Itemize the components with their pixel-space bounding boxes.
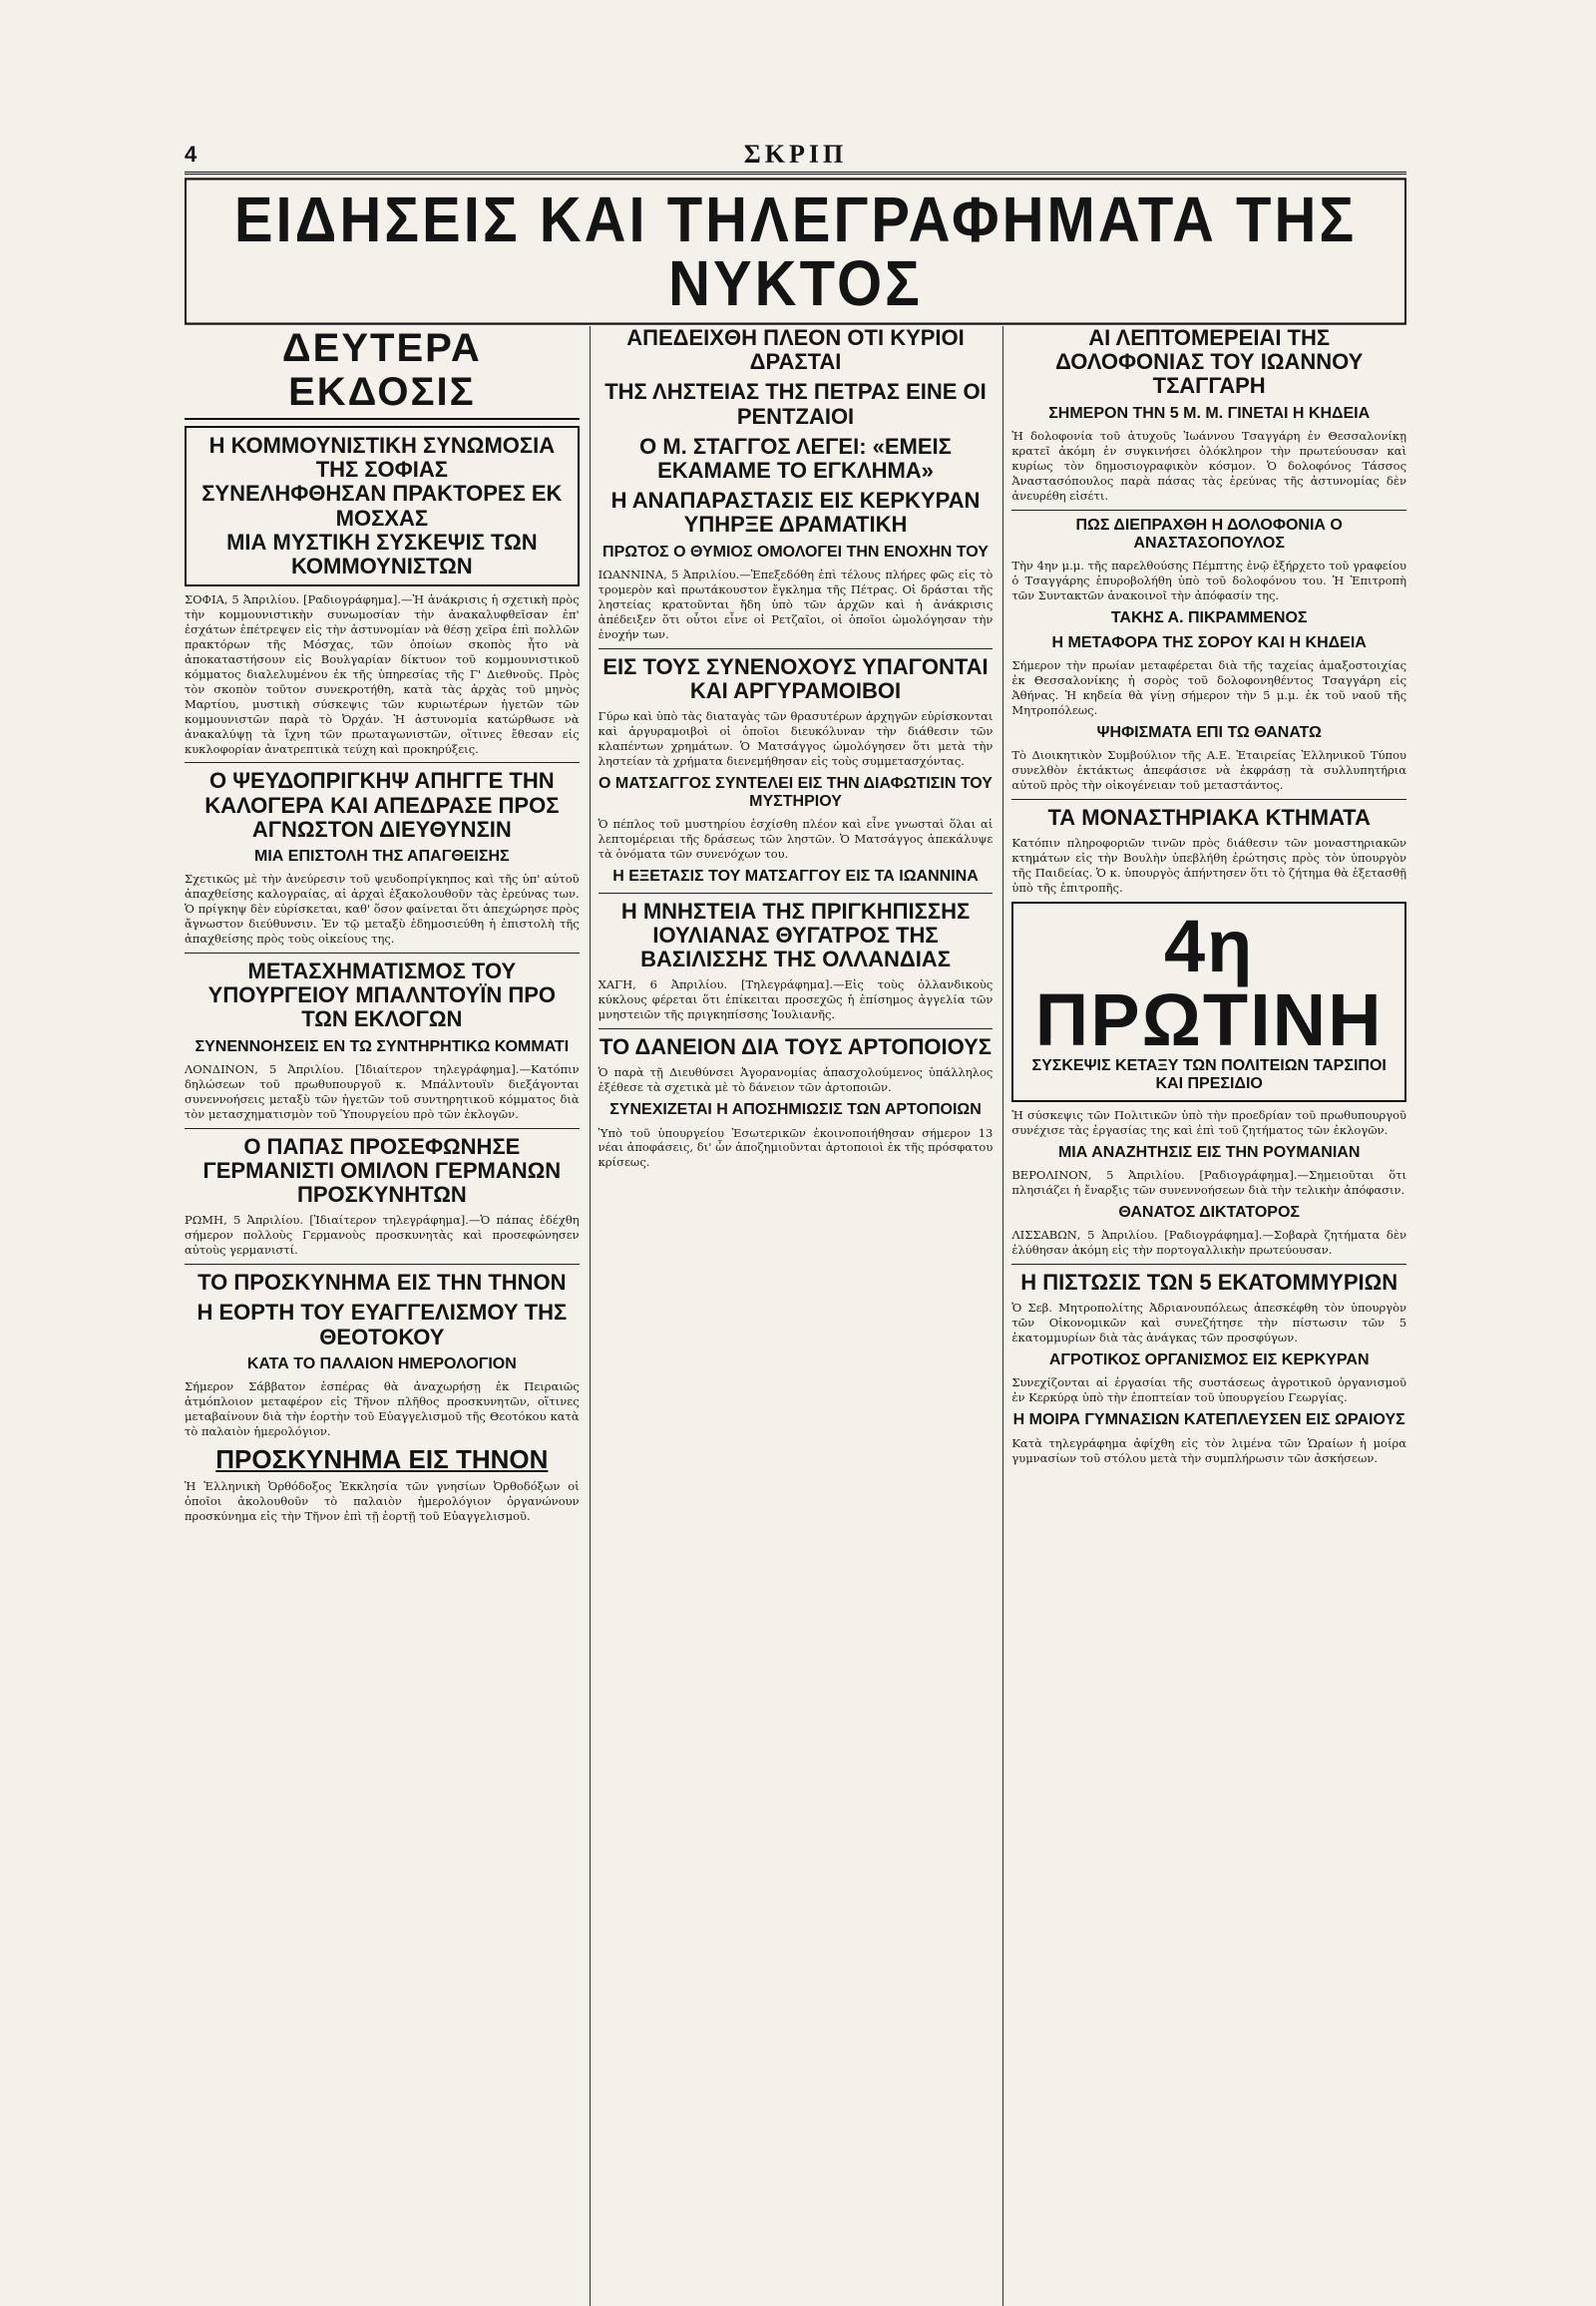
headline: Ο Μ. ΣΤΑΓΓΟΣ ΛΕΓΕΙ: «ΕΜΕΙΣ ΕΚΑΜΑΜΕ ΤΟ ΕΓΚΛΗΜΑ» bbox=[639, 433, 952, 483]
article-body: ΣΟΦΙΑ, 5 Ἀπριλίου. [Ραδιογράφημα].—Ἡ ἀνάκρισις ἡ σχετικὴ πρὸς τὴν κομμουνιστικὴν συνωμοσίαν τὴν ἀνακαλυφθεῖσαν ἐπ' ἐσχάτων ἐπέτρεψεν εἰς τὴν ἀστυνομίαν νὰ θέσῃ χεῖρα ἐπὶ πολλῶν πρακτόρων τῆς Μόσχας, τῶν ὁποίων σκοπὸς ἦτο νὰ ἀποκαταστήσουν εἰς Βουλγαρίαν δίκτυον τοῦ κομμουνιστικοῦ κόμματος διαλελυμένου ἐκ τῆς ὑπηρεσίας τῆς Γ' Διεθνοῦς. Πρὸς τὸν σκοπὸν τοῦτον συνεκροτήθη, κατὰ τὰς ἀρχὰς τοῦ μηνὸς Μαρτίου, μυστικὴ σύσκεψις τῶν κυριωτέρων ἡγετῶν τῶν κομμουνιστῶν παρὰ τὸ Ὀρχάν. Ἡ ἀστυνομία κατώρθωσε νὰ ἀνακαλύψῃ τὰ ἴχνη τῶν πρωταγωνιστῶν, οἵτινες ἔθεσαν εἰς κυκλοφορίαν ἀνατρεπτικὰ τεύχη καὶ προκηρύξεις. bbox=[185, 592, 580, 756]
late-edition-title: 4η ΠΡΩΤΙΝΗ bbox=[1034, 904, 1384, 1061]
divider bbox=[598, 1028, 994, 1029]
headline: Ο ΠΑΠΑΣ ΠΡΟΣΕΦΩΝΗΣΕ ΓΕΡΜΑΝΙΣΤΙ ΟΜΙΛΟΝ ΓΕΡΜΑΝΩΝ ΠΡΟΣΚΥΝΗΤΩΝ bbox=[202, 1133, 562, 1208]
article-body: Γύρω καὶ ὑπὸ τὰς διαταγὰς τῶν θρασυτέρων ἀρχηγῶν εὑρίσκονται καὶ ἀργυραμοιβοὶ οἱ ὁποῖοι διευκόλυναν τὴν διάθεσιν τῶν κλαπέντων χρημάτων. Ὁ Ματσάγγος ὡμολόγησεν ὅτι μετὰ τὴν ληστείαν τὰ χρήματα διενεμήθησαν εἰς τοὺς συμμετασχόντας. bbox=[598, 708, 994, 768]
subheadline: ΣΥΝΕΝΝΟΗΣΕΙΣ ΕΝ ΤΩ ΣΥΝΤΗΡΗΤΙΚΩ ΚΟΜΜΑΤΙ bbox=[195, 1037, 570, 1055]
article-body: ΧΑΓΗ, 6 Ἀπριλίου. [Τηλεγράφημα].—Εἰς τοὺς ὁλλανδικοὺς κύκλους φέρεται ὅτι ἐπίκειται προσεχῶς ἡ ἐπίσημος ἀγγελία τῶν μνηστειῶν τῆς πριγκηπίσσης Ἰουλιανῆς. bbox=[598, 977, 994, 1022]
headline: ΕΙΣ ΤΟΥΣ ΣΥΝΕΝΟΧΟΥΣ ΥΠΑΓΟΝΤΑΙ ΚΑΙ ΑΡΓΥΡΑΜΟΙΒΟΙ bbox=[602, 653, 989, 703]
divider bbox=[185, 762, 580, 763]
divider bbox=[1011, 799, 1406, 800]
masthead bbox=[185, 140, 1406, 175]
headline: ΤΟ ΠΡΟΣΚΥΝΗΜΑ ΕΙΣ ΤΗΝ ΤΗΝΟΝ bbox=[198, 1270, 567, 1296]
article-body: Κατόπιν πληροφοριῶν τινῶν πρὸς διάθεσιν τῶν μοναστηριακῶν κτημάτων εἰς τὴν Βουλὴν ὑπεβλήθη ἐρώτησις πρὸς τὸν ὑπουργὸν τῆς Παιδείας. Ὁ κ. ὑπουργὸς ἀπήντησεν ὅτι τὸ ζήτημα θὰ ἐξετασθῇ ὑπὸ τῆς ἐπιτροπῆς. bbox=[1011, 836, 1406, 895]
subheadline: Η ΕΞΕΤΑΣΙΣ ΤΟΥ ΜΑΤΣΑΓΓΟΥ ΕΙΣ ΤΑ ΙΩΑΝΝΙΝΑ bbox=[612, 868, 979, 886]
headline: ΤΑ ΜΟΝΑΣΤΗΡΙΑΚΑ ΚΤΗΜΑΤΑ bbox=[1047, 804, 1371, 830]
subheadline: ΣΥΣΚΕΨΙΣ ΚΕΤΑΞΥ ΤΩΝ ΠΟΛΙΤΕΙΩΝ ΤΑΡΣΙΠΟΙ ΚΑΙ ΠΡΕΣΙΔΙΟ bbox=[1031, 1056, 1387, 1093]
headline: Ο ΨΕΥΔΟΠΡΙΓΚΗΨ ΑΠΗΓΓΕ ΤΗΝ ΚΑΛΟΓΕΡΑ ΚΑΙ ΑΠΕΔΡΑΣΕ ΠΡΟΣ ΑΓΝΩΣΤΟΝ ΔΙΕΥΘΥΝΣΙΝ bbox=[204, 768, 560, 842]
late-edition-box bbox=[1011, 902, 1406, 1102]
headline: Η ΑΝΑΠΑΡΑΣΤΑΣΙΣ ΕΙΣ ΚΕΡΚΥΡΑΝ ΥΠΗΡΞΕ ΔΡΑΜΑΤΙΚΗ bbox=[610, 488, 981, 538]
subheadline: ΣΥΝΕΧΙΖΕΤΑΙ Η ΑΠΟΣΗΜΙΩΣΙΣ ΤΩΝ ΑΡΤΟΠΟΙΩΝ bbox=[609, 1101, 982, 1119]
subheadline: ΠΩΣ ΔΙΕΠΡΑΧΘΗ Η ΔΟΛΟΦΟΝΙΑ Ο ΑΝΑΣΤΑΣΟΠΟΥΛΟΣ bbox=[1075, 516, 1343, 553]
subheadline: ΑΓΡΟΤΙΚΟΣ ΟΡΓΑΝΙΣΜΟΣ ΕΙΣ ΚΕΡΚΥΡΑΝ bbox=[1048, 1351, 1370, 1369]
headline: ΣΥΝΕΛΗΦΘΗΣΑΝ ΠΡΑΚΤΟΡΕΣ ΕΚ ΜΟΣΧΑΣ bbox=[201, 481, 563, 531]
subheadline: ΚΑΤΑ ΤΟ ΠΑΛΑΙΟΝ ΗΜΕΡΟΛΟΓΙΟΝ bbox=[246, 1354, 517, 1372]
article-body: Σήμερον Σάββατον ἐσπέρας θὰ ἀναχωρήσῃ ἐκ Πειραιῶς ἀτμόπλοιον μεταφέρον εἰς Τῆνον πλῆθος προσκυνητῶν, οἵτινες μεταβαίνουν διὰ τὴν ἑορτὴν τοῦ Εὐαγγελισμοῦ τῆς Θεοτόκου κατὰ τὸ παλαιὸν ἡμερολόγιον. bbox=[185, 1379, 580, 1438]
divider bbox=[1011, 1264, 1406, 1265]
headline: Η ΕΟΡΤΗ ΤΟΥ ΕΥΑΓΓΕΛΙΣΜΟΥ ΤΗΣ ΘΕΟΤΟΚΟΥ bbox=[197, 1300, 568, 1349]
subheadline: Η ΜΟΙΡΑ ΓΥΜΝΑΣΙΩΝ ΚΑΤΕΠΛΕΥΣΕΝ ΕΙΣ ΩΡΑΙΟΥΣ bbox=[1012, 1411, 1405, 1429]
headline: ΑΠΕΔΕΙΧΘΗ ΠΛΕΟΝ ΟΤΙ ΚΥΡΙΟΙ ΔΡΑΣΤΑΙ bbox=[626, 326, 965, 375]
subheadline: ΨΗΦΙΣΜΑΤΑ ΕΠΙ ΤΩ ΘΑΝΑΤΩ bbox=[1096, 723, 1322, 741]
article-body: Ἡ δολοφονία τοῦ ἀτυχοῦς Ἰωάννου Τσαγγάρη ἐν Θεσσαλονίκῃ κρατεῖ ἀκόμη ἐν συγκινήσει ὁλόκληρον τὴν πρωτεύουσαν καὶ κυρίως τὸν δημοσιογραφικὸν κόσμον. Ὁ δολοφόνος Τάσσος Ἀναστασόπουλος παρὰ πάσας τὰς ἐρεύνας τῆς ἀστυνομίας δὲν ἀνευρέθη εἰσέτι. bbox=[1011, 428, 1406, 503]
headline: ΜΙΑ ΜΥΣΤΙΚΗ ΣΥΣΚΕΨΙΣ ΤΩΝ ΚΟΜΜΟΥΝΙΣΤΩΝ bbox=[226, 529, 538, 578]
paper-title: ΣΚΡΙΠ bbox=[743, 140, 848, 169]
article-body: Συνεχίζονται αἱ ἐργασίαι τῆς συστάσεως ἀγροτικοῦ ὀργανισμοῦ ἐν Κερκύρᾳ ὑπὸ τὴν ἐποπτείαν τοῦ ὑπουργείου Γεωργίας. bbox=[1011, 1375, 1406, 1405]
page-number: 4 bbox=[185, 142, 198, 167]
article-body: ΡΩΜΗ, 5 Ἀπριλίου. [Ἰδιαίτερον τηλεγράφημα].—Ὁ πάπας ἐδέχθη σήμερον πολλοὺς Γερμανοὺς προσκυνητὰς καὶ προσεφώνησεν αὐτοὺς γερμανιστί. bbox=[185, 1213, 580, 1258]
section-banner: ΕΙΔΗΣΕΙΣ ΚΑΙ ΤΗΛΕΓΡΑΦΗΜΑΤΑ ΤΗΣ ΝΥΚΤΟΣ bbox=[185, 178, 1406, 324]
subheadline: Η ΜΕΤΑΦΟΡΑ ΤΗΣ ΣΟΡΟΥ ΚΑΙ Η ΚΗΔΕΙΑ bbox=[1051, 633, 1367, 651]
edition-heading: ΔΕΥΤΕΡΑ ΕΚΔΟΣΙΣ bbox=[185, 326, 580, 420]
divider bbox=[185, 1264, 580, 1265]
article-body: ΛΟΝΔΙΝΟΝ, 5 Ἀπριλίου. [Ἰδιαίτερον τηλεγράφημα].—Κατόπιν δηλώσεων τοῦ πρωθυπουργοῦ κ. Μπάλντουϊν διεξάγονται συνεννοήσεις μεταξὺ τῶν ἡγετῶν τοῦ συντηρητικοῦ κόμματος διὰ τὸν μετασχηματισμὸν τοῦ Ὑπουργείου πρὸ τῶν ἐκλογῶν. bbox=[185, 1062, 580, 1121]
column-center bbox=[590, 326, 994, 2306]
subheadline: ΘΑΝΑΤΟΣ ΔΙΚΤΑΤΟΡΟΣ bbox=[1118, 1203, 1301, 1221]
column-right bbox=[1002, 326, 1406, 2306]
article-body: ΛΙΣΣΑΒΩΝ, 5 Ἀπριλίου. [Ραδιογράφημα].—Σοβαρὰ ζητήματα δὲν ἐλύθησαν ἀκόμη εἰς τὴν πορτογαλλικὴν πρωτεύουσαν. bbox=[1011, 1228, 1406, 1258]
subheadline: ΣΗΜΕΡΟΝ ΤΗΝ 5 Μ. Μ. ΓΙΝΕΤΑΙ Η ΚΗΔΕΙΑ bbox=[1048, 404, 1371, 422]
headline: ΠΡΟΣΚΥΝΗΜΑ ΕΙΣ ΤΗΝΟΝ bbox=[215, 1443, 549, 1474]
article-body: Ὁ Σεβ. Μητροπολίτης Ἀδριανουπόλεως ἀπεσκέφθη τὸν ὑπουργὸν τῶν Οἰκονομικῶν καὶ συνεζήτησε τὴν πίστωσιν τῶν 5 ἑκατομμυρίων διὰ τὰς ἀνάγκας τῶν προσφύγων. bbox=[1011, 1301, 1406, 1345]
article-body: ΙΩΑΝΝΙΝΑ, 5 Ἀπριλίου.—Ἐπεξεδόθη ἐπὶ τέλους πλήρες φῶς εἰς τὸ τρομερὸν καὶ πρωτάκουστον ἔγκλημα τῆς Πέτρας. Οἱ δράσται τῆς ληστείας κρατοῦνται ἤδη ὑπὸ τῶν ἀρχῶν καὶ ἡ ἀνάκρισις ἀπέδειξεν ὅτι οὗτοι εἶνε οἱ Ρετζαῖοι, οἱ ὁποῖοι ὡμολόγησαν τὴν ἐνοχήν των. bbox=[598, 567, 994, 641]
article-body: Σχετικῶς μὲ τὴν ἀνεύρεσιν τοῦ ψευδοπρίγκηπος καὶ τῆς ὑπ' αὐτοῦ ἀπαχθείσης καλογραίας, αἱ ἀρχαὶ ἐξακολουθοῦν τὰς ἐρεύνας των. Ὁ πρίγκηψ δὲν εὑρίσκεται, καθ' ὅσον φαίνεται ὅτι ἀπεχώρησε πρὸς ἄγνωστον διεύθυνσιν. Ἐν τῷ μεταξὺ ἐδημοσιεύθη ἡ ἐπιστολὴ τῆς ἀπαχθείσης πρὸς τοὺς οἰκείους της. bbox=[185, 872, 580, 947]
article-body: Ὁ πέπλος τοῦ μυστηρίου ἐσχίσθη πλέον καὶ εἶνε γνωσταὶ ὅλαι αἱ λεπτομέρειαι τῆς δράσεως τῶν ληστῶν. Ὁ Ματσάγγος ἀπεκάλυψε τὰ ὀνόματα τῶν συνενόχων του. bbox=[598, 817, 994, 862]
headline: ΑΙ ΛΕΠΤΟΜΕΡΕΙΑΙ ΤΗΣ ΔΟΛΟΦΟΝΙΑΣ ΤΟΥ ΙΩΑΝΝΟΥ ΤΣΑΓΓΑΡΗ bbox=[1055, 326, 1364, 399]
headline: ΜΕΤΑΣΧΗΜΑΤΙΣΜΟΣ ΤΟΥ ΥΠΟΥΡΓΕΙΟΥ ΜΠΑΛΝΤΟΥΪΝ ΠΡΟ ΤΩΝ ΕΚΛΟΓΩΝ bbox=[207, 959, 557, 1032]
article-body: Ἡ σύσκεψις τῶν Πολιτικῶν ὑπὸ τὴν προεδρίαν τοῦ πρωθυπουργοῦ συνέχισε τὰς ἐργασίας της καὶ ἐπὶ τοῦ ζητήματος τῶν ἐκλογῶν. bbox=[1011, 1107, 1406, 1137]
headline: Η ΜΝΗΣΤΕΙΑ ΤΗΣ ΠΡΙΓΚΗΠΙΣΣΗΣ ΙΟΥΛΙΑΝΑΣ ΘΥΓΑΤΡΟΣ ΤΗΣ ΒΑΣΙΛΙΣΣΗΣ ΤΗΣ ΟΛΛΑΝΔΙΑΣ bbox=[620, 898, 971, 972]
article-body: Ἡ Ἑλληνικὴ Ὀρθόδοξος Ἐκκλησία τῶν γνησίων Ὀρθοδόξων οἱ ὁποῖοι ἀκολουθοῦν τὸ παλαιὸν ἡμερολόγιον ὀργανώνουν προσκύνημα εἰς τὴν Τῆνον ἐπὶ τῇ ἑορτῇ τοῦ Εὐαγγελισμοῦ. bbox=[185, 1479, 580, 1524]
subheadline: ΜΙΑ ΕΠΙΣΤΟΛΗ ΤΗΣ ΑΠΑΓΘΕΙΣΗΣ bbox=[254, 848, 510, 865]
headline: ΤΟ ΔΑΝΕΙΟΝ ΔΙΑ ΤΟΥΣ ΑΡΤΟΠΟΙΟΥΣ bbox=[599, 1034, 992, 1060]
column-left bbox=[185, 326, 580, 2306]
subheadline: Ο ΜΑΤΣΑΓΓΟΣ ΣΥΝΤΕΛΕΙ ΕΙΣ ΤΗΝ ΔΙΑΦΩΤΙΣΙΝ ΤΟΥ ΜΥΣΤΗΡΙΟΥ bbox=[598, 774, 993, 811]
article-body: Κατὰ τηλεγράφημα ἀφίχθη εἰς τὸν λιμένα τῶν Ὡραίων ἡ μοίρα γυμνασίων τοῦ στόλου μετὰ τὴν συμπλήρωσιν τῶν ἀσκήσεων. bbox=[1011, 1435, 1406, 1465]
article-body: Ὁ παρὰ τῇ Διευθύνσει Ἀγορανομίας ἀπασχολούμενος ὑπάλληλος ἐξέθεσε τὰ σχετικὰ μὲ τὸ δάνειον τῶν ἀρτοποιῶν. bbox=[598, 1065, 994, 1095]
divider bbox=[598, 893, 994, 894]
signature: ΤΑΚΗΣ Α. ΠΙΚΡΑΜΜΕΝΟΣ bbox=[1110, 609, 1308, 627]
headline: Η ΚΟΜΜΟΥΝΙΣΤΙΚΗ ΣΥΝΩΜΟΣΙΑ ΤΗΣ ΣΟΦΙΑΣ bbox=[208, 433, 556, 483]
article-body: Τὴν 4ην μ.μ. τῆς παρελθούσης Πέμπτης ἐνῷ ἐξήρχετο τοῦ γραφείου ὁ Τσαγγάρης ἐπυροβολήθη ὑπὸ τοῦ δολοφόνου του. Ἡ Ἐπιτροπὴ τῶν Συντακτῶν ἀνακοινοῖ τὴν ἀπόφασίν της. bbox=[1011, 559, 1406, 603]
article-body: ΒΕΡΟΛΙΝΟΝ, 5 Ἀπριλίου. [Ραδιογράφημα].—Σημειοῦται ὅτι πλησιάζει ἡ ἔναρξις τῶν συνεννοήσεων διὰ τὴν τελικὴν ἀπόφασιν. bbox=[1011, 1167, 1406, 1197]
divider bbox=[185, 953, 580, 954]
subheadline: ΜΙΑ ΑΝΑΖΗΤΗΣΙΣ ΕΙΣ ΤΗΝ ΡΟΥΜΑΝΙΑΝ bbox=[1057, 1143, 1361, 1161]
divider bbox=[598, 648, 994, 649]
headline: ΤΗΣ ΛΗΣΤΕΙΑΣ ΤΗΣ ΠΕΤΡΑΣ ΕΙΝΕ ΟΙ ΡΕΝΤΖΑΙΟΙ bbox=[604, 379, 987, 429]
article-sofia bbox=[185, 426, 580, 586]
divider bbox=[185, 1128, 580, 1129]
article-body: Σήμερον τὴν πρωίαν μεταφέρεται διὰ τῆς ταχείας ἁμαξοστοιχίας ἐκ Θεσσαλονίκης ἡ σορὸς τοῦ δολοφονηθέντος Τσαγγάρη εἰς Ἀθήνας. Ἡ κηδεία θὰ γίνῃ σήμερον τὴν 5 μ.μ. ἐκ τοῦ ναοῦ τῆς Μητροπόλεως. bbox=[1011, 658, 1406, 717]
columns bbox=[185, 326, 1406, 2306]
article-body: Ὑπὸ τοῦ ὑπουργείου Ἐσωτερικῶν ἐκοινοποιήθησαν σήμερον 13 νέαι ἀποφάσεις, δι' ὧν ἀποζημιοῦνται ἀρτοποιοὶ ἐκ τῆς πρόσφατου κρίσεως. bbox=[598, 1125, 994, 1170]
headline: Η ΠΙΣΤΩΣΙΣ ΤΩΝ 5 ΕΚΑΤΟΜΜΥΡΙΩΝ bbox=[1020, 1270, 1398, 1296]
subheadline: ΠΡΩΤΟΣ Ο ΘΥΜΙΟΣ ΟΜΟΛΟΓΕΙ ΤΗΝ ΕΝΟΧΗΝ ΤΟΥ bbox=[602, 543, 989, 561]
article-body: Τὸ Διοικητικὸν Συμβούλιον τῆς Α.Ε. Ἑταιρείας Ἑλληνικοῦ Τύπου συνελθὸν ἐκτάκτως ἀπεφάσισε νὰ ἐκφράσῃ τὰ συλλυπητήρια αὐτοῦ πρὸς τὴν οἰκογένειαν τοῦ μεταστάντος. bbox=[1011, 748, 1406, 793]
divider bbox=[1011, 510, 1406, 511]
